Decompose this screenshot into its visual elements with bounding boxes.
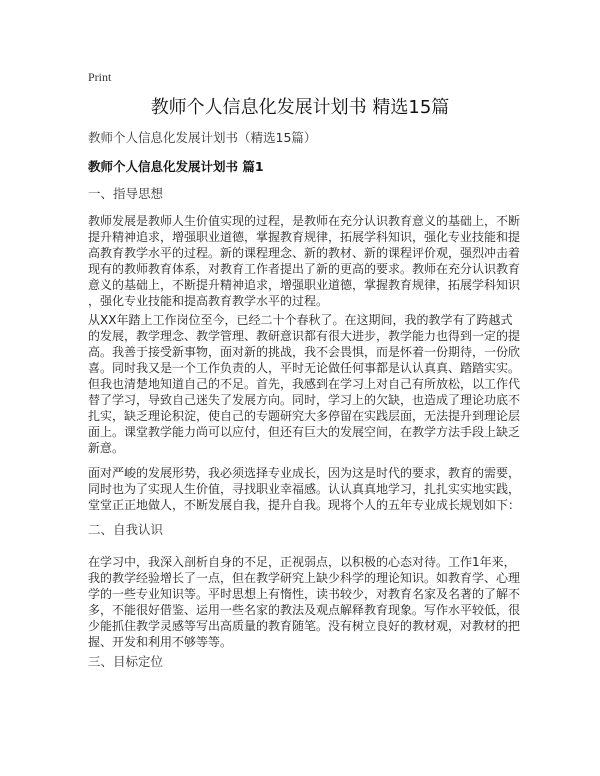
paragraph-line: 替了学习，导致自己迷失了发展方向。同时，学习上的欠缺，也造成了理论功底不 [88, 393, 521, 407]
paragraph-line: 提升精神追求，增强职业道德，掌握教育规律，拓展学科知识，强化专业技能和提 [88, 230, 521, 244]
article-heading: 教师个人信息化发展计划书 篇1 [88, 159, 264, 174]
paragraph-line: 但我也清楚地知道自己的不足。首先，我感到在学习上对自己有所放松，以工作代 [88, 377, 521, 391]
paragraph-4 [88, 554, 528, 650]
paragraph-line: 新意。 [88, 441, 125, 455]
paragraph-line: 现有的教师教育体系，对教育工作者提出了新的更高的要求。教师在充分认识教育 [88, 262, 521, 276]
paragraph-line: 从XX年踏上工作岗位至今，已经二十个春秋了。在这期间，我的教学有了跨越式 [88, 313, 513, 327]
section-heading-guiding-thought: 一、指导思想 [88, 186, 164, 201]
paragraph-line: 我的教学经验增长了一点，但在教学研究上缺少科学的理论知识。如教育学、心理 [88, 571, 521, 585]
paragraph-1 [88, 213, 528, 309]
paragraph-line: 高。我善于接受新事物，面对新的挑战，我不会畏惧，而是怀着一份期待，一份欣 [88, 345, 521, 359]
paragraph-line: ，强化专业技能和提高教育教学水平的过程。 [88, 294, 329, 308]
paragraph-line: 喜。同时我又是一个工作负责的人，平时无论做任何事都是认认真真、踏踏实实。 [88, 361, 521, 375]
paragraph-line: 同时也为了实现人生价值，寻找职业幸福感。认认真真地学习，扎扎实实地实践， [88, 482, 521, 496]
paragraph-line: 高教育教学水平的过程。新的课程理念、新的教材、新的课程评价观，强烈冲击着 [88, 246, 521, 260]
section-heading-goal-positioning: 三、目标定位 [88, 654, 164, 669]
paragraph-line: 面上。课堂教学能力尚可以应付，但还有巨大的发展空间，在教学方法手段上缺乏 [88, 425, 521, 439]
paragraph-line: 握、开发和利用不够等等。 [88, 635, 233, 649]
paragraph-line: 面对严峻的发展形势，我必须选择专业成长，因为这是时代的要求，教育的需要， [88, 466, 521, 480]
document-title: 教师个人信息化发展计划书 精选15篇 [150, 97, 450, 118]
paragraph-line: 扎实，缺乏理论积淀，使自己的专题研究大多停留在实践层面，无法提升到理论层 [88, 409, 521, 423]
paragraph-line: 多，不能很好借鉴、运用一些名家的教法及观点解释教育现象。写作水平较低，很 [88, 603, 521, 617]
paragraph-line: 教师发展是教师人生价值实现的过程，是教师在充分认识教育意义的基础上，不断 [88, 214, 521, 228]
document-subtitle: 教师个人信息化发展计划书（精选15篇） [88, 130, 317, 145]
paragraph-line: 堂堂正正地做人，不断发展自我，提升自我。现将个人的五年专业成长规划如下： [88, 498, 521, 512]
paragraph-3 [88, 465, 528, 513]
paragraph-line: 学的一些专业知识等。平时思想上有惰性，读书较少，对教育名家及名著的了解不 [88, 587, 521, 601]
paragraph-line: 少能抓住教学灵感等写出高质量的教育随笔。没有树立良好的教材观，对教材的把 [88, 619, 521, 633]
section-heading-self-awareness: 二、自我认识 [88, 522, 164, 537]
paragraph-line: 意义的基础上，不断提升精神追求，增强职业道德，掌握教育规律，拓展学科知识 [88, 278, 521, 292]
paragraph-line: 的发展，教学理念、教学管理、教研意识都有很大进步，教学能力也得到一定的提 [88, 329, 521, 343]
paragraph-line: 在学习中，我深入剖析自身的不足，正视弱点，以积极的心态对待。工作1年来， [88, 555, 516, 569]
paragraph-2 [88, 312, 528, 456]
print-link[interactable]: Print [88, 70, 112, 84]
